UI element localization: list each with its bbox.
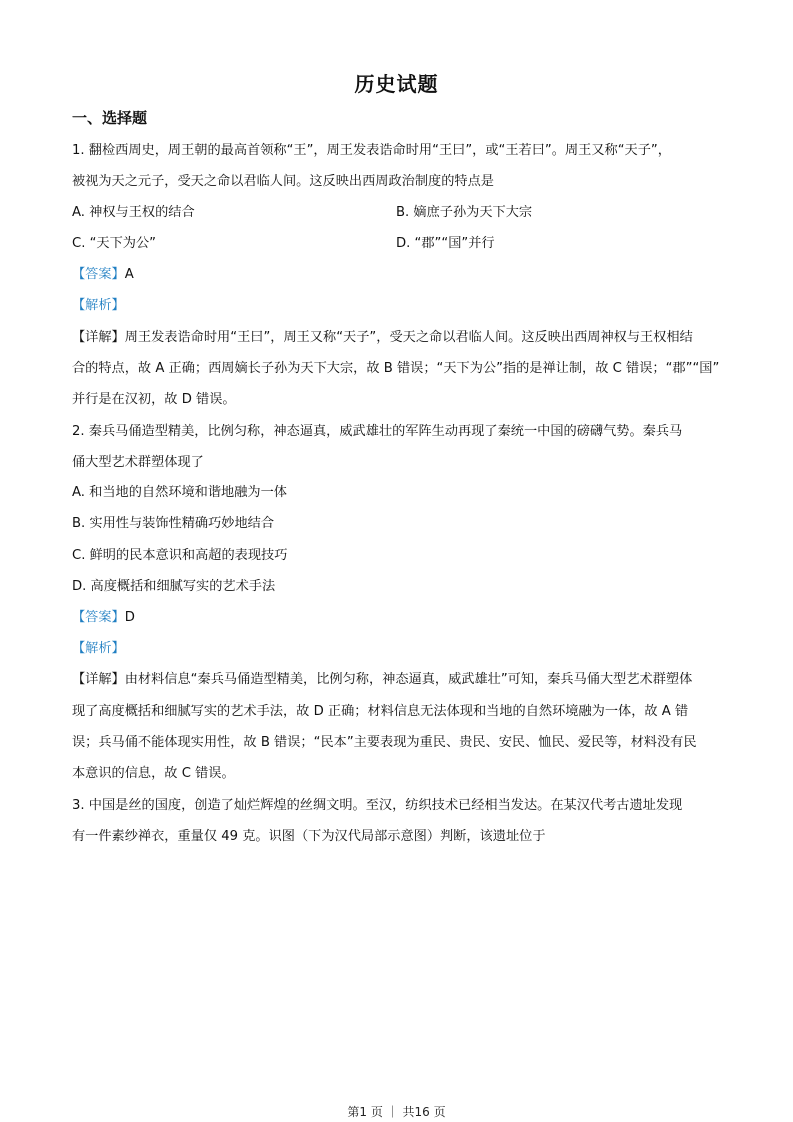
- q1-stem-line2: 被视为天之元子，受天之命以君临人间。这反映出西周政治制度的特点是: [72, 174, 494, 189]
- q1-stem-line1: 1. 翻检西周史，周王朝的最高首领称“王”，周王发表诰命时用“王曰”，或“王若曰”。周王又称“天子”，: [72, 143, 671, 158]
- section-heading: 一、选择题: [72, 109, 148, 127]
- q1-option-c: C. “天下为公”: [72, 236, 157, 251]
- q1-answer: [72, 265, 134, 285]
- answer-tag: 【答案】: [72, 267, 125, 282]
- q2-detail-line3: 误；兵马俑不能体现实用性，故 B 错误；“民本”主要表现为重民、贵民、安民、恤民、爱民等，材料没有民: [72, 735, 697, 750]
- q2-option-b: B. 实用性与装饰性精确巧妙地结合: [72, 516, 275, 531]
- q1-detail-line2: 合的特点，故 A 正确；西周嫡长子孙为天下大宗，故 B 错误；“天下为公”指的是禅让制，故 C 错误；“郡”“国”: [72, 361, 720, 376]
- page-footer: 第1 页 ｜ 共16 页: [347, 1105, 446, 1119]
- detail-tag: 【详解】: [72, 330, 125, 345]
- q1-option-a: A. 神权与王权的结合: [72, 205, 195, 220]
- q1-detail-line3: 并行是在汉初，故 D 错误。: [72, 392, 236, 407]
- q2-option-a: A. 和当地的自然环境和谐地融为一体: [72, 485, 287, 500]
- q2-answer: [72, 608, 135, 628]
- q2-detail-line1: [72, 670, 692, 690]
- q2-stem-line1: 2. 秦兵马俑造型精美，比例匀称，神态逼真，威武雄壮的军阵生动再现了秦统一中国的磅礴气势。秦兵马: [72, 424, 683, 439]
- answer-value: A: [124, 267, 134, 282]
- q2-option-d: D. 高度概括和细腻写实的艺术手法: [72, 579, 276, 594]
- q2-analysis-tag: 【解析】: [72, 641, 125, 656]
- detail-tag: 【详解】: [72, 672, 125, 687]
- q1-option-d: D. “郡”“国”并行: [396, 236, 495, 251]
- q2-option-c: C. 鲜明的民本意识和高超的表现技巧: [72, 548, 288, 563]
- q1-option-b: B. 嫡庶子孙为天下大宗: [396, 205, 533, 220]
- q3-stem-line2: 有一件素纱禅衣，重量仅 49 克。识图（下为汉代局部示意图）判断，该遗址位于: [72, 829, 546, 844]
- q3-stem-line1: 3. 中国是丝的国度，创造了灿烂辉煌的丝绸文明。至汉，纺织技术已经相当发达。在某汉代考古遗址发现: [72, 798, 683, 813]
- q2-detail-line2: 现了高度概括和细腻写实的艺术手法，故 D 正确；材料信息无法体现和当地的自然环境融为一体，故 A 错: [72, 704, 689, 719]
- answer-tag: 【答案】: [72, 610, 125, 625]
- detail-text: 由材料信息“秦兵马俑造型精美，比例匀称，神态逼真，威武雄壮”可知，秦兵马俑大型艺术群塑体: [124, 672, 693, 687]
- q2-stem-line2: 俑大型艺术群塑体现了: [72, 455, 204, 470]
- detail-text: 周王发表诰命时用“王曰”，周王又称“天子”，受天之命以君临人间。这反映出西周神权与王权相结: [124, 330, 693, 345]
- q2-detail-line4: 本意识的信息，故 C 错误。: [72, 766, 235, 781]
- q1-detail-line1: [72, 328, 693, 348]
- answer-value: D: [124, 610, 135, 625]
- page-title: 历史试题: [354, 72, 439, 96]
- q1-analysis-tag: 【解析】: [72, 298, 125, 313]
